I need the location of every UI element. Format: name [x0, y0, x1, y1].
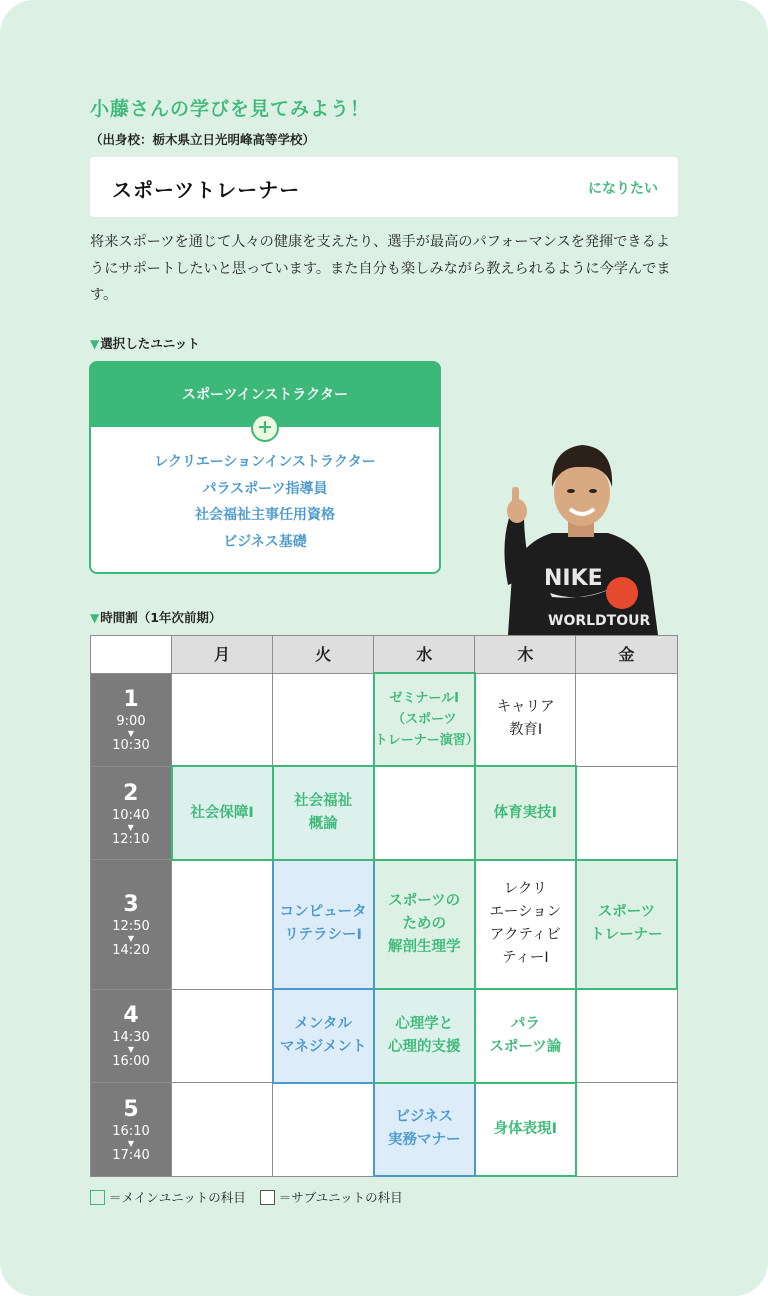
empty-cell — [172, 1083, 273, 1176]
class-cell: 心理学と 心理的支援 — [374, 989, 475, 1082]
sub-unit-item: 社会福祉主事任用資格 — [195, 507, 335, 523]
table-row — [91, 989, 678, 1082]
class-cell: コンピュータ リテラシーⅠ — [273, 860, 374, 989]
legend-main-label: ＝メインユニットの科目 — [109, 1190, 246, 1205]
empty-cell — [576, 989, 677, 1082]
sub-unit-item: パラスポーツ指導員 — [202, 480, 328, 497]
down-triangle-icon: ▼ — [90, 611, 100, 625]
day-header: 火 — [273, 636, 374, 674]
sub-unit-item: レクリエーションインストラクター — [154, 454, 376, 470]
down-triangle-icon: ▼ — [90, 337, 100, 351]
timetable-section-label: ▼時間割（1年次前期） — [90, 610, 222, 625]
legend-sub-label: ＝サブユニットの科目 — [278, 1190, 403, 1205]
empty-cell — [576, 673, 677, 766]
corner-cell — [91, 636, 172, 674]
empty-cell — [374, 766, 475, 859]
table-row — [91, 860, 678, 989]
table-row — [91, 1083, 678, 1176]
class-cell: レクリ エーション アクティビ ティーⅠ — [475, 860, 576, 989]
empty-cell — [273, 1083, 374, 1176]
class-cell: パラ スポーツ論 — [475, 989, 576, 1082]
period-cell: 3 12:50 ▼ 14:20 — [91, 860, 172, 989]
class-cell: ビジネス 実務マナー — [374, 1083, 475, 1176]
goal-title: スポーツトレーナー — [112, 178, 301, 202]
plus-circle-icon: + — [251, 414, 279, 442]
svg-text:NIKE: NIKE — [544, 566, 603, 591]
class-cell: 体育実技Ⅰ — [475, 766, 576, 859]
goal-box — [90, 157, 678, 217]
main-unit: スポーツインストラクター — [89, 361, 441, 427]
day-header: 金 — [576, 636, 677, 674]
empty-cell — [172, 860, 273, 989]
legend — [90, 1188, 403, 1206]
day-header: 木 — [475, 636, 576, 674]
empty-cell — [273, 673, 374, 766]
school-name: （出身校：栃木県立日光明峰高等学校） — [90, 132, 316, 147]
units-section-label: ▼選択したユニット — [90, 336, 200, 351]
empty-cell — [576, 766, 677, 859]
sub-unit-item: ビジネス基礎 — [223, 533, 307, 550]
empty-cell — [172, 673, 273, 766]
period-cell: 1 9:00 ▼ 10:30 — [91, 673, 172, 766]
day-header: 水 — [374, 636, 475, 674]
class-cell: キャリア 教育Ⅰ — [475, 673, 576, 766]
class-cell: スポーツ トレーナー — [576, 860, 677, 989]
legend-main-swatch — [90, 1190, 105, 1205]
class-cell: 社会保障Ⅰ — [172, 766, 273, 859]
description: 将来スポーツを通じて人々の健康を支えたり、選手が最高のパフォーマンスを発揮できるようにサポートしたいと思っています。また自分も楽しみながら教えられるように今学んでます。 — [90, 234, 671, 303]
empty-cell — [576, 1083, 677, 1176]
table-row — [91, 673, 678, 766]
sub-unit-list — [89, 449, 441, 555]
timetable-header-row — [91, 636, 678, 674]
class-cell: ゼミナールⅠ （スポーツ トレーナー演習） — [374, 673, 475, 766]
student-photo — [490, 425, 670, 635]
empty-cell — [172, 989, 273, 1082]
period-cell: 4 14:30 ▼ 16:00 — [91, 989, 172, 1082]
class-cell: スポーツの ための 解剖生理学 — [374, 860, 475, 989]
class-cell: 身体表現Ⅰ — [475, 1083, 576, 1176]
class-cell: 社会福祉 概論 — [273, 766, 374, 859]
page-title: 小藤さんの学びを見てみよう！ — [90, 98, 371, 120]
day-header: 月 — [172, 636, 273, 674]
class-cell: メンタル マネジメント — [273, 989, 374, 1082]
period-cell: 2 10:40 ▼ 12:10 — [91, 766, 172, 859]
svg-text:WORLDTOUR: WORLDTOUR — [548, 613, 651, 629]
table-row — [91, 766, 678, 859]
legend-sub-swatch — [260, 1190, 275, 1205]
units-box — [89, 361, 441, 576]
period-cell: 5 16:10 ▼ 17:40 — [91, 1083, 172, 1176]
timetable — [90, 635, 678, 1177]
goal-tag: になりたい — [588, 181, 658, 197]
